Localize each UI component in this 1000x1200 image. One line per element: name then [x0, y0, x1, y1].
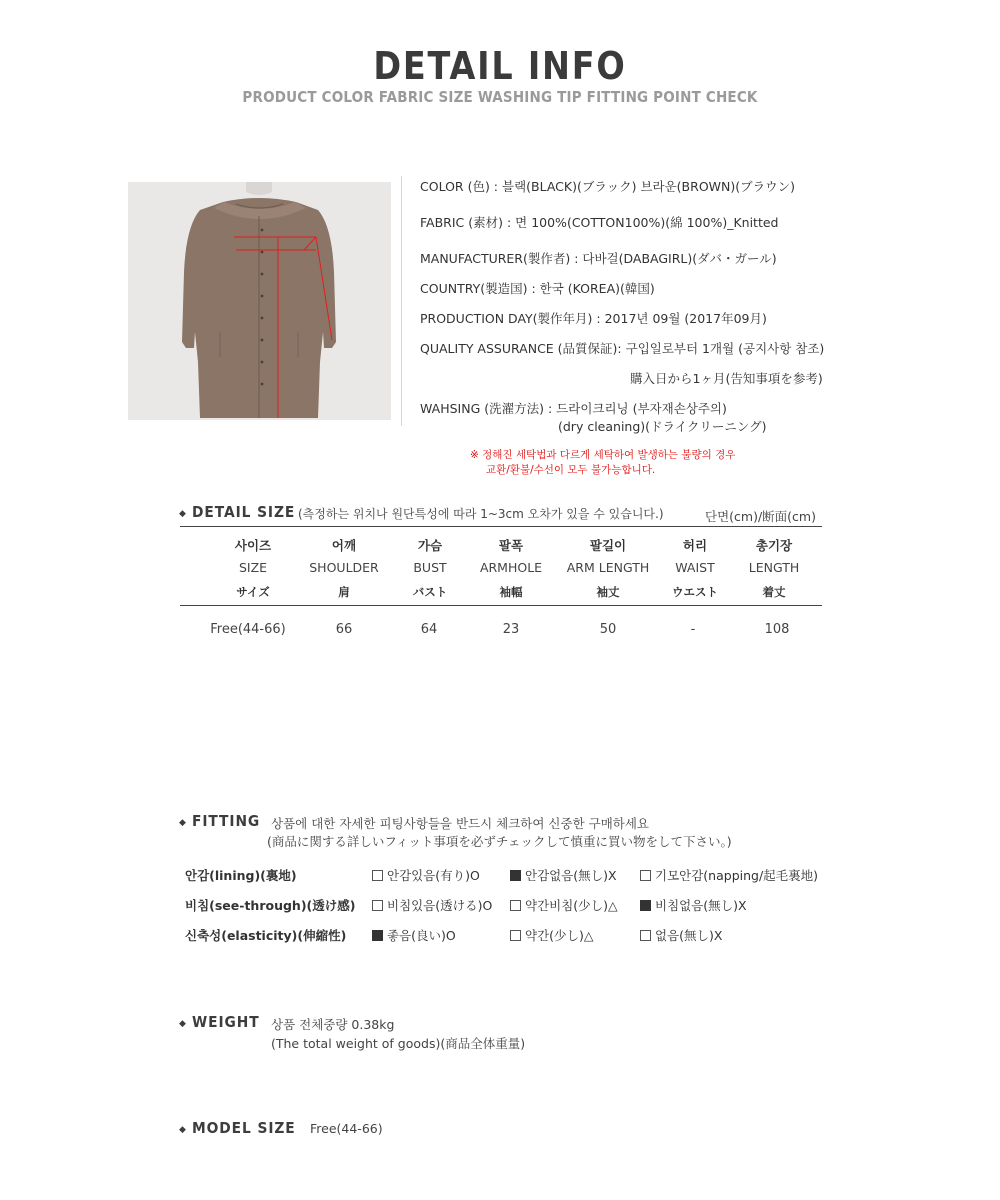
info-fabric: FABRIC (素材) : 면 100%(COTTON100%)(綿 100%)_Knitted [420, 215, 779, 230]
fitting-note-kr: 상품에 대한 자세한 피팅사항들을 반드시 체크하여 신중한 구매하세요 [271, 816, 649, 831]
diamond-bullet-icon: ◆ [179, 818, 186, 828]
garment-illustration [128, 182, 391, 420]
page-subtitle: PRODUCT COLOR FABRIC SIZE WASHING TIP FITTING POINT CHECK [242, 88, 758, 106]
size-table-header-jp: バスト [412, 585, 448, 599]
fitting-heading: FITTING [192, 812, 261, 830]
info-washing-sub: (dry cleaning)(ドライクリーニング) [558, 419, 767, 434]
checkbox-unchecked-icon [372, 870, 383, 881]
checkbox-unchecked-icon [640, 870, 651, 881]
weight-description: (The total weight of goods)(商品全体重量) [271, 1036, 526, 1051]
size-table-cell: 64 [420, 622, 438, 637]
size-table-header-kr: 가슴 [417, 538, 443, 553]
table-header-rule [180, 605, 822, 606]
washing-warning-line1: ※ 정해진 세탁법과 다르게 세탁하여 발생하는 불량의 경우 [470, 449, 736, 461]
fitting-row-label-elasticity: 신축성(elasticity)(伸縮性) [185, 928, 347, 943]
lining-option-yes[interactable]: 안감있음(有り)O [372, 866, 480, 884]
checkbox-unchecked-icon [510, 930, 521, 941]
product-image [128, 182, 391, 420]
size-table-header-jp: 肩 [338, 585, 350, 599]
fitting-row-label-see-through: 비침(see-through)(透け感) [185, 898, 356, 913]
size-table-cell: 66 [335, 622, 353, 637]
elasticity-option-good[interactable]: 좋음(良い)O [372, 926, 456, 944]
checkbox-unchecked-icon [510, 900, 521, 911]
model-size-value: Free(44-66) [310, 1121, 383, 1136]
size-table-header-en: SIZE [238, 560, 268, 575]
lining-option-napping[interactable]: 기모안감(napping/起毛裏地) [640, 866, 818, 884]
info-quality-assurance: QUALITY ASSURANCE (品質保証): 구입일로부터 1개월 (공지사항 참조) [420, 341, 825, 356]
size-table-cell: Free(44-66) [210, 622, 286, 637]
info-production-day: PRODUCTION DAY(製作年月) : 2017년 09월 (2017年09月) [420, 311, 767, 326]
size-table-header-kr: 어깨 [331, 538, 357, 553]
size-table-header-en: ARMHOLE [479, 560, 543, 575]
info-color: COLOR (色) : 블랙(BLACK)(ブラック) 브라운(BROWN)(ブラウン) [420, 179, 795, 194]
size-table-cell: 50 [599, 622, 617, 637]
info-manufacturer: MANUFACTURER(製作者) : 다바걸(DABAGIRL)(ダバ・ガール) [420, 251, 777, 266]
checkbox-unchecked-icon [640, 930, 651, 941]
size-table-header-jp: 袖幅 [499, 585, 523, 599]
detail-size-note: (측정하는 위치나 원단특성에 따라 1~3cm 오차가 있을 수 있습니다.) [298, 507, 664, 521]
page-title: DETAIL INFO [373, 44, 627, 88]
see-through-option-yes[interactable]: 비침있음(透ける)O [372, 896, 492, 914]
elasticity-option-none[interactable]: 없음(無し)X [640, 926, 722, 944]
washing-warning-line2: 교환/환불/수선이 모두 불가능합니다. [486, 464, 656, 476]
size-table-cell: - [690, 622, 696, 637]
weight-heading: WEIGHT [192, 1013, 260, 1031]
detail-size-unit: 단면(cm)/断面(cm) [705, 509, 816, 524]
checkbox-unchecked-icon [372, 900, 383, 911]
size-table-cell: 108 [764, 622, 790, 637]
vertical-divider [401, 176, 402, 426]
weight-value: 상품 전체중량 0.38kg [271, 1017, 395, 1032]
size-table-header-en: WAIST [675, 560, 715, 575]
see-through-option-slight[interactable]: 약간비침(少し)△ [510, 896, 618, 914]
see-through-option-no[interactable]: 비침없음(無し)X [640, 896, 747, 914]
size-table-header-en: SHOULDER [309, 560, 379, 575]
size-table-header-jp: 着丈 [762, 585, 786, 599]
info-country: COUNTRY(製造国) : 한국 (KOREA)(韓国) [420, 281, 655, 296]
size-table-header-en: LENGTH [748, 560, 800, 575]
model-size-heading: MODEL SIZE [192, 1119, 296, 1137]
size-table-header-jp: 袖丈 [596, 585, 620, 599]
info-quality-assurance-jp: 購入日から1ヶ月(告知事項を参考) [630, 371, 823, 386]
diamond-bullet-icon: ◆ [179, 1019, 186, 1029]
size-table-header-en: ARM LENGTH [566, 560, 650, 575]
diamond-bullet-icon: ◆ [179, 509, 186, 519]
size-table-header-kr: 팔폭 [498, 538, 524, 553]
elasticity-option-slight[interactable]: 약간(少し)△ [510, 926, 594, 944]
size-table-header-kr: 팔길이 [589, 538, 627, 553]
table-top-rule [180, 526, 822, 527]
size-table-header-kr: 총기장 [755, 538, 793, 553]
detail-size-heading: DETAIL SIZE [192, 503, 296, 521]
diamond-bullet-icon: ◆ [179, 1125, 186, 1135]
fitting-note-jp: (商品に関する詳しいフィット事項を必ずチェックして慎重に買い物をして下さい。) [267, 834, 732, 849]
checkbox-checked-icon [372, 930, 383, 941]
size-table-header-jp: ウエスト [672, 585, 718, 599]
size-table-header-kr: 허리 [682, 538, 708, 553]
size-table-cell: 23 [502, 622, 520, 637]
size-table-header-en: BUST [413, 560, 447, 575]
checkbox-checked-icon [640, 900, 651, 911]
size-table-header-jp: サイズ [236, 585, 270, 599]
size-table-header-kr: 사이즈 [234, 538, 272, 553]
checkbox-checked-icon [510, 870, 521, 881]
fitting-row-label-lining: 안감(lining)(裏地) [185, 868, 297, 883]
info-washing: WAHSING (洗濯方法) : 드라이크리닝 (부자재손상주의) [420, 401, 727, 416]
lining-option-no[interactable]: 안감없음(無し)X [510, 866, 617, 884]
